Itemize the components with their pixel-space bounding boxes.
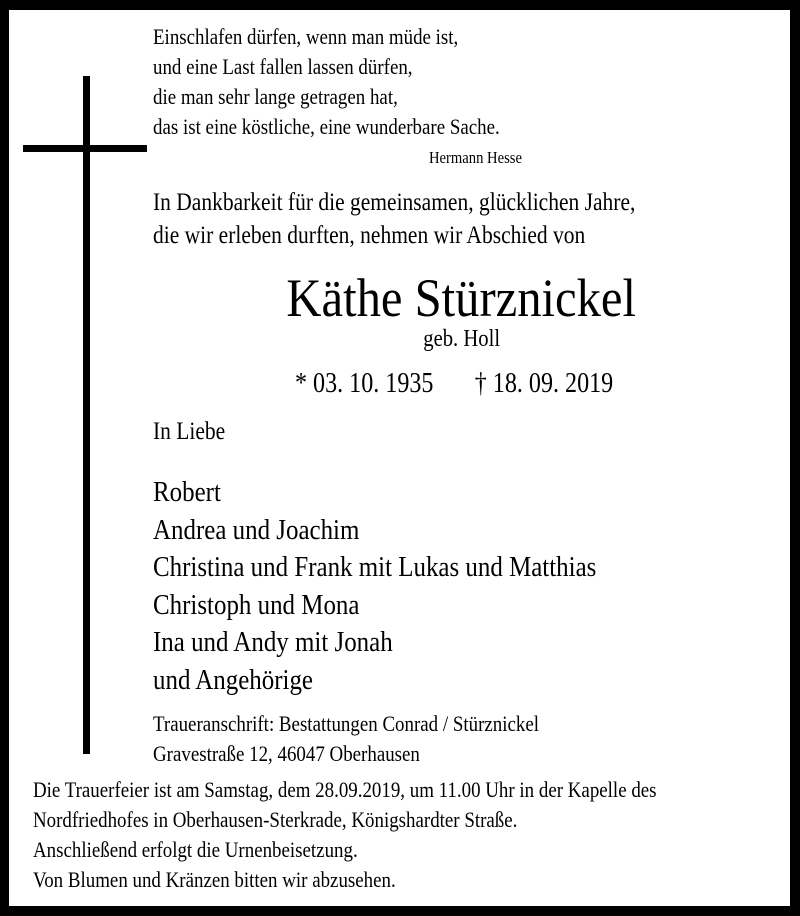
notice-line: Die Trauerfeier ist am Samstag, dem 28.09.2019, um 11.00 Uhr in der Kapelle des (33, 777, 657, 802)
deceased-name: Käthe Stürznickel (286, 268, 637, 328)
cross-icon-vertical-bar (83, 76, 90, 754)
poem-line: die man sehr lange getragen hat, (153, 84, 398, 109)
deceased-name-block (0, 266, 800, 330)
mourner-item: Christoph und Mona (153, 588, 360, 621)
maiden-name-block (0, 326, 800, 353)
address-line: Traueranschrift: Bestattungen Conrad / Stürznickel (153, 711, 540, 736)
poem-quote (153, 22, 556, 142)
intro-line: die wir erleben durften, nehmen wir Abschied von (153, 222, 586, 249)
mourner-item: Ina und Andy mit Jonah (153, 626, 393, 658)
poem-line: Einschlafen dürfen, wenn man müde ist, (153, 24, 459, 49)
mourner-item: und Angehörige (153, 663, 314, 696)
intro-text (153, 186, 714, 252)
poem-line: und eine Last fallen lassen dürfen, (153, 54, 413, 79)
address-line: Gravestraße 12, 46047 Oberhausen (153, 741, 420, 766)
notice-line: Anschließend erfolgt die Urnenbeisetzung. (33, 837, 358, 862)
death-date: † 18. 09. 2019 (474, 368, 614, 399)
funeral-notice (33, 775, 758, 895)
cross-icon-horizontal-bar (23, 145, 147, 152)
life-dates (295, 368, 613, 400)
poem-author: Hermann Hesse (429, 148, 522, 167)
mourner-item: Christina und Frank mit Lukas und Matthias (153, 551, 597, 583)
mourners-list (153, 474, 669, 699)
notice-line: Nordfriedhofes in Oberhausen-Sterkrade, Königshardter Straße. (33, 807, 518, 832)
mourning-address (153, 709, 602, 769)
closing-phrase: In Liebe (153, 418, 226, 445)
birth-date: * 03. 10. 1935 (295, 368, 434, 399)
mourner-item: Andrea und Joachim (153, 513, 360, 546)
notice-line: Von Blumen und Kränzen bitten wir abzusehen. (33, 867, 396, 892)
mourner-item: Robert (153, 476, 221, 508)
poem-line: das ist eine köstliche, eine wunderbare Sache. (153, 114, 500, 139)
maiden-name: geb. Holl (423, 326, 500, 352)
intro-line: In Dankbarkeit für die gemeinsamen, glücklichen Jahre, (153, 189, 636, 216)
